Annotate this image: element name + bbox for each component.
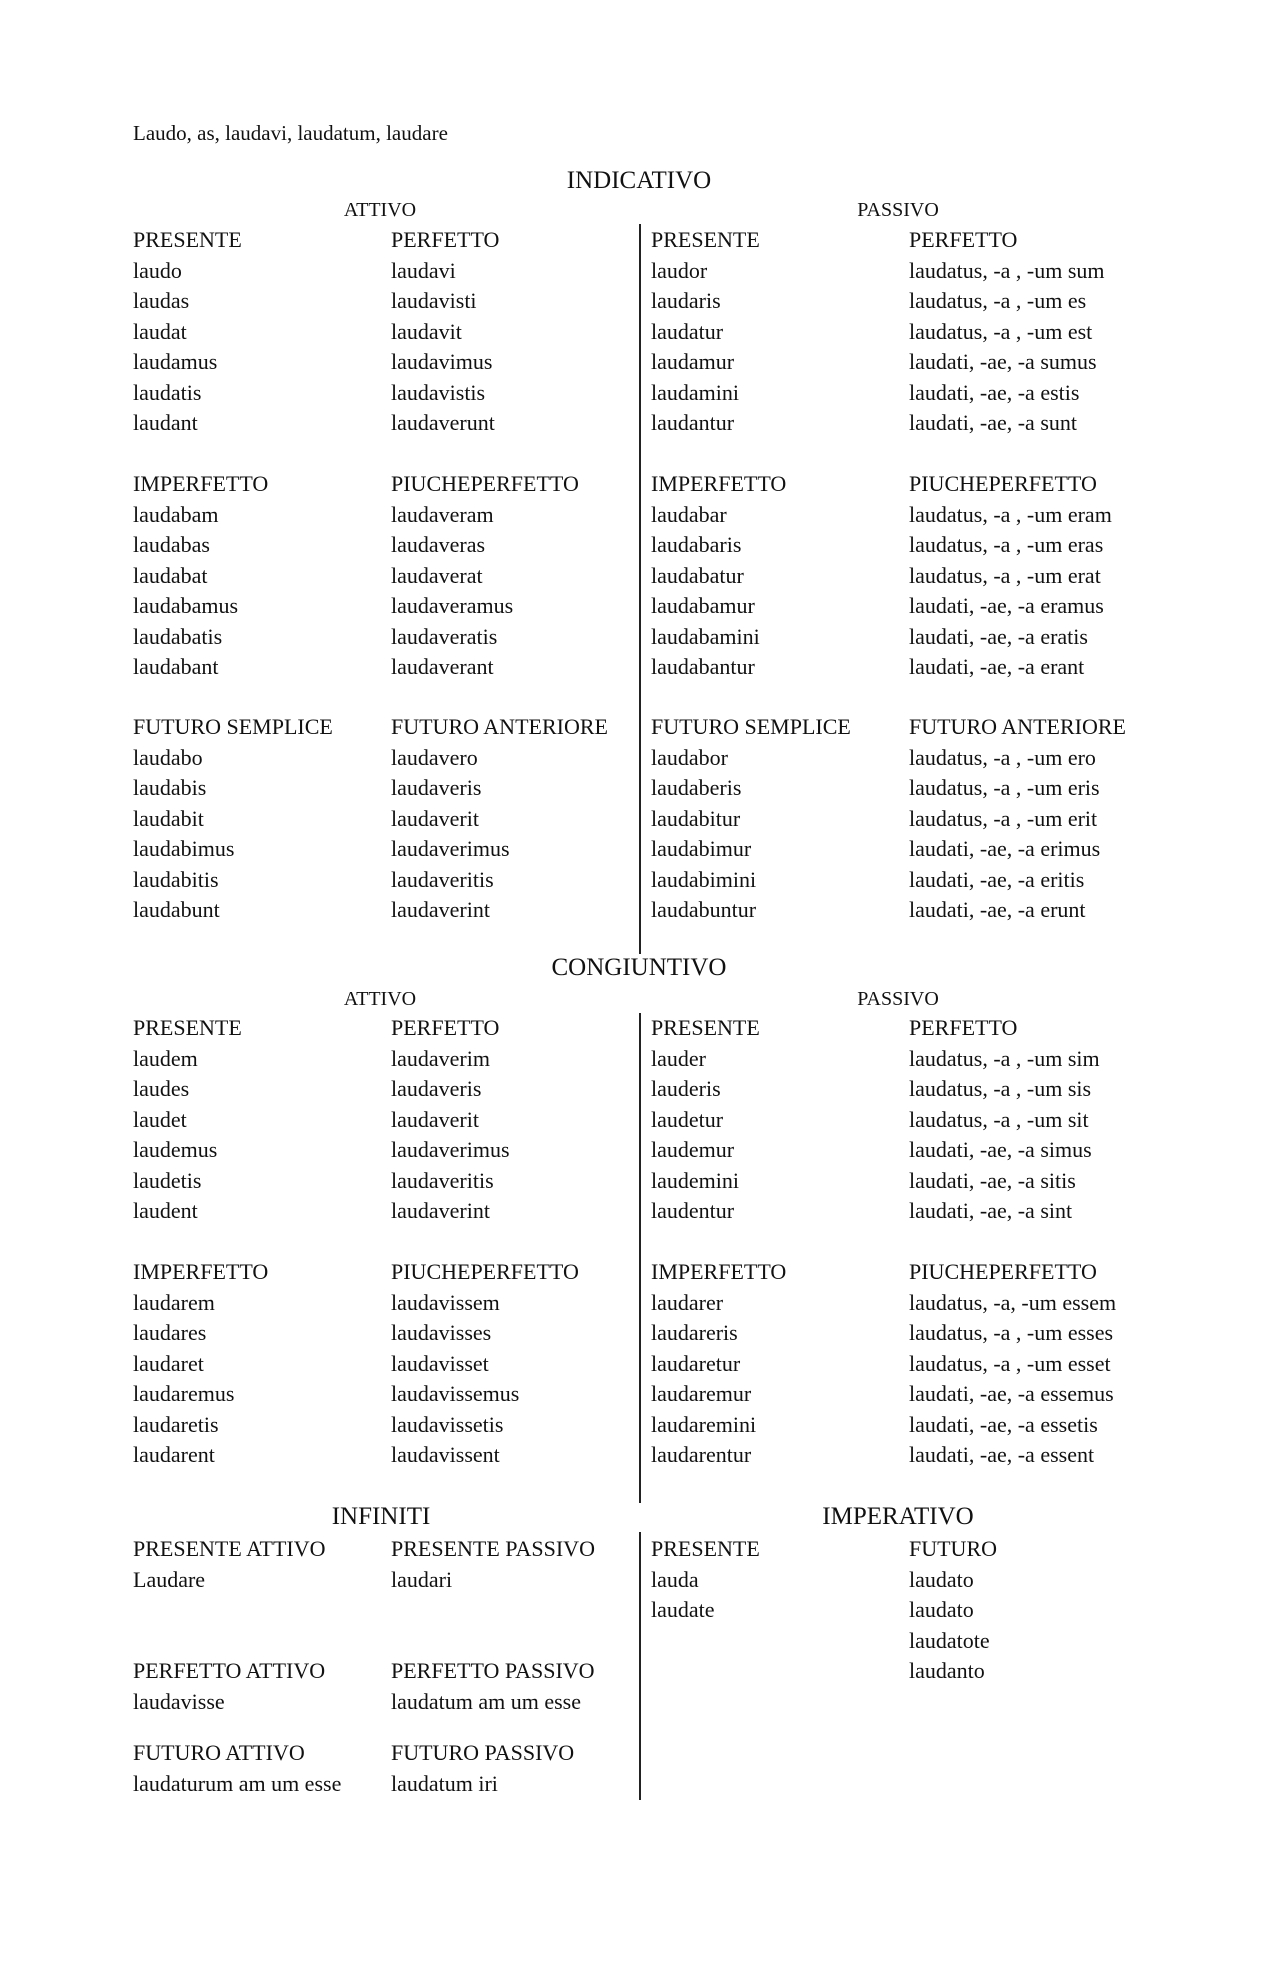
congiuntivo-verb-form: laudareris xyxy=(651,1320,738,1345)
congiuntivo-verb-form: laudaretis xyxy=(133,1412,219,1437)
verb-principal-parts: Laudo, as, laudavi, laudatum, laudare xyxy=(133,121,448,145)
infinito-form: Laudare xyxy=(133,1567,206,1592)
indicativo-verb-form: laudas xyxy=(133,288,190,313)
congiuntivo-verb-form: laudati, -ae, -a essemus xyxy=(909,1381,1114,1406)
indicativo-verb-form: laudaverint xyxy=(391,897,490,922)
indicativo-verb-form: laudabit xyxy=(133,806,204,831)
indicativo-attivo-label: ATTIVO xyxy=(343,199,417,221)
indicativo-verb-form: laudabas xyxy=(133,532,210,557)
infinito-heading: FUTURO ATTIVO xyxy=(133,1740,305,1765)
congiuntivo-verb-form: laudarent xyxy=(133,1442,215,1467)
imperativo-form: laudanto xyxy=(909,1658,985,1683)
indicativo-verb-form: laudati, -ae, -a eramus xyxy=(909,593,1104,618)
indicativo-verb-form: laudatus, -a , -um erit xyxy=(909,806,1098,831)
indicativo-verb-form: laudaverant xyxy=(391,654,494,679)
congiuntivo-verb-form: laudatus, -a , -um sit xyxy=(909,1107,1089,1132)
indicativo-verb-form: laudatus, -a , -um eras xyxy=(909,532,1104,557)
indicativo-verb-form: laudabimini xyxy=(651,867,757,892)
congiuntivo-divider xyxy=(639,1013,641,1503)
indicativo-tense-heading: PIUCHEPERFETTO xyxy=(909,471,1097,496)
indicativo-verb-form: laudavit xyxy=(391,319,462,344)
indicativo-tense-heading: PRESENTE xyxy=(133,227,242,252)
congiuntivo-verb-form: laudati, -ae, -a essent xyxy=(909,1442,1095,1467)
indicativo-verb-form: laudabar xyxy=(651,502,727,527)
infinito-form: laudavisse xyxy=(133,1689,225,1714)
congiuntivo-tense-heading: PRESENTE xyxy=(133,1015,242,1040)
indicativo-verb-form: laudabo xyxy=(133,745,203,770)
indicativo-verb-form: laudabunt xyxy=(133,897,220,922)
congiuntivo-verb-form: laudavissem xyxy=(391,1290,500,1315)
imperativo-heading: IMPERATIVO xyxy=(822,1503,974,1530)
indicativo-verb-form: laudabamus xyxy=(133,593,239,618)
congiuntivo-verb-form: laudavisses xyxy=(391,1320,492,1345)
congiuntivo-verb-form: laudarentur xyxy=(651,1442,752,1467)
indicativo-verb-form: laudabitis xyxy=(133,867,219,892)
infiniti-heading: INFINITI xyxy=(331,1503,431,1530)
congiuntivo-passivo-label: PASSIVO xyxy=(857,988,939,1010)
congiuntivo-tense-heading: PRESENTE xyxy=(651,1015,760,1040)
indicativo-verb-form: laudabamur xyxy=(651,593,755,618)
indicativo-verb-form: laudaverit xyxy=(391,806,479,831)
congiuntivo-verb-form: laudati, -ae, -a essetis xyxy=(909,1412,1098,1437)
indicativo-verb-form: laudaris xyxy=(651,288,721,313)
imperativo-form: laudatote xyxy=(909,1628,990,1653)
congiuntivo-tense-heading: IMPERFETTO xyxy=(651,1259,787,1284)
indicativo-verb-form: laudaveris xyxy=(391,775,482,800)
indicativo-verb-form: laudabantur xyxy=(651,654,755,679)
congiuntivo-tense-heading: PIUCHEPERFETTO xyxy=(391,1259,579,1284)
imperativo-form: laudato xyxy=(909,1597,974,1622)
indicativo-verb-form: laudabis xyxy=(133,775,207,800)
indicativo-verb-form: laudati, -ae, -a estis xyxy=(909,380,1080,405)
congiuntivo-verb-form: laudatus, -a , -um esses xyxy=(909,1320,1114,1345)
infinito-form: laudatum am um esse xyxy=(391,1689,582,1714)
indicativo-verb-form: laudaveramus xyxy=(391,593,514,618)
indicativo-verb-form: laudabam xyxy=(133,502,219,527)
congiuntivo-verb-form: laudaverim xyxy=(391,1046,490,1071)
infinito-form: laudatum iri xyxy=(391,1771,498,1796)
congiuntivo-verb-form: lauder xyxy=(651,1046,706,1071)
congiuntivo-verb-form: laudetur xyxy=(651,1107,724,1132)
indicativo-tense-heading: IMPERFETTO xyxy=(651,471,787,496)
indicativo-verb-form: laudati, -ae, -a eratis xyxy=(909,624,1088,649)
indicativo-verb-form: laudaveritis xyxy=(391,867,494,892)
indicativo-verb-form: laudatur xyxy=(651,319,724,344)
indicativo-verb-form: laudati, -ae, -a erimus xyxy=(909,836,1101,861)
congiuntivo-tense-heading: PIUCHEPERFETTO xyxy=(909,1259,1097,1284)
indicativo-verb-form: laudati, -ae, -a erant xyxy=(909,654,1085,679)
indicativo-verb-form: laudaberis xyxy=(651,775,742,800)
congiuntivo-verb-form: laudarem xyxy=(133,1290,215,1315)
congiuntivo-verb-form: laudati, -ae, -a sint xyxy=(909,1198,1073,1223)
indicativo-verb-form: laudabaris xyxy=(651,532,742,557)
indicativo-verb-form: laudati, -ae, -a sumus xyxy=(909,349,1097,374)
congiuntivo-verb-form: laudaret xyxy=(133,1351,204,1376)
congiuntivo-verb-form: laudaveris xyxy=(391,1076,482,1101)
indicativo-tense-heading: FUTURO ANTERIORE xyxy=(909,714,1126,739)
infiniti-imperativo-divider xyxy=(639,1532,641,1800)
indicativo-verb-form: laudatus, -a , -um sum xyxy=(909,258,1105,283)
imperativo-form: laudato xyxy=(909,1567,974,1592)
infinito-heading: PERFETTO PASSIVO xyxy=(391,1658,595,1683)
indicativo-verb-form: laudati, -ae, -a eritis xyxy=(909,867,1085,892)
indicativo-verb-form: laudavi xyxy=(391,258,456,283)
indicativo-verb-form: laudatus, -a , -um ero xyxy=(909,745,1096,770)
indicativo-verb-form: laudabatur xyxy=(651,563,744,588)
indicativo-verb-form: laudo xyxy=(133,258,182,283)
indicativo-tense-heading: FUTURO SEMPLICE xyxy=(651,714,851,739)
indicativo-divider xyxy=(639,224,641,954)
indicativo-verb-form: laudantur xyxy=(651,410,735,435)
indicativo-tense-heading: PIUCHEPERFETTO xyxy=(391,471,579,496)
congiuntivo-verb-form: laudatus, -a , -um sim xyxy=(909,1046,1100,1071)
indicativo-tense-heading: PRESENTE xyxy=(651,227,760,252)
infinito-heading: PERFETTO ATTIVO xyxy=(133,1658,326,1683)
indicativo-heading: INDICATIVO xyxy=(566,167,712,194)
indicativo-verb-form: laudamur xyxy=(651,349,735,374)
congiuntivo-verb-form: laudatus, -a , -um esset xyxy=(909,1351,1111,1376)
congiuntivo-verb-form: laudentur xyxy=(651,1198,735,1223)
indicativo-verb-form: laudatus, -a , -um erat xyxy=(909,563,1101,588)
indicativo-verb-form: laudabor xyxy=(651,745,728,770)
indicativo-verb-form: laudaverunt xyxy=(391,410,495,435)
indicativo-tense-heading: PERFETTO xyxy=(391,227,500,252)
congiuntivo-tense-heading: PERFETTO xyxy=(909,1015,1018,1040)
congiuntivo-verb-form: laudavissetis xyxy=(391,1412,504,1437)
congiuntivo-verb-form: laudes xyxy=(133,1076,190,1101)
infinito-heading: PRESENTE PASSIVO xyxy=(391,1536,595,1561)
indicativo-verb-form: laudaverimus xyxy=(391,836,510,861)
congiuntivo-verb-form: laudem xyxy=(133,1046,198,1071)
congiuntivo-verb-form: laudatus, -a, -um essem xyxy=(909,1290,1117,1315)
indicativo-verb-form: laudabatis xyxy=(133,624,223,649)
indicativo-verb-form: laudatus, -a , -um eram xyxy=(909,502,1112,527)
congiuntivo-verb-form: laudares xyxy=(133,1320,207,1345)
indicativo-verb-form: laudatus, -a , -um eris xyxy=(909,775,1100,800)
indicativo-verb-form: laudat xyxy=(133,319,187,344)
congiuntivo-verb-form: laudaverimus xyxy=(391,1137,510,1162)
indicativo-passivo-label: PASSIVO xyxy=(857,199,939,221)
congiuntivo-heading: CONGIUNTIVO xyxy=(551,954,727,981)
imperativo-heading-cell: PRESENTE xyxy=(651,1536,760,1561)
congiuntivo-verb-form: laudaverit xyxy=(391,1107,479,1132)
indicativo-verb-form: laudabimus xyxy=(133,836,235,861)
congiuntivo-verb-form: laudet xyxy=(133,1107,187,1132)
indicativo-tense-heading: IMPERFETTO xyxy=(133,471,269,496)
congiuntivo-verb-form: laudaremini xyxy=(651,1412,757,1437)
indicativo-verb-form: laudati, -ae, -a erunt xyxy=(909,897,1086,922)
congiuntivo-verb-form: laudetis xyxy=(133,1168,202,1193)
indicativo-verb-form: laudabuntur xyxy=(651,897,757,922)
indicativo-verb-form: laudor xyxy=(651,258,708,283)
congiuntivo-verb-form: laudemus xyxy=(133,1137,218,1162)
indicativo-verb-form: laudant xyxy=(133,410,198,435)
congiuntivo-verb-form: laudent xyxy=(133,1198,198,1223)
indicativo-verb-form: laudamus xyxy=(133,349,218,374)
infinito-heading: PRESENTE ATTIVO xyxy=(133,1536,326,1561)
indicativo-tense-heading: PERFETTO xyxy=(909,227,1018,252)
congiuntivo-verb-form: laudavissent xyxy=(391,1442,500,1467)
indicativo-verb-form: laudaverat xyxy=(391,563,483,588)
congiuntivo-verb-form: laudaremus xyxy=(133,1381,235,1406)
indicativo-verb-form: laudamini xyxy=(651,380,739,405)
indicativo-verb-form: laudabamini xyxy=(651,624,760,649)
congiuntivo-verb-form: laudarer xyxy=(651,1290,724,1315)
infinito-heading: FUTURO PASSIVO xyxy=(391,1740,575,1765)
indicativo-tense-heading: FUTURO ANTERIORE xyxy=(391,714,608,739)
congiuntivo-verb-form: laudatus, -a , -um sis xyxy=(909,1076,1092,1101)
imperativo-heading-cell: FUTURO xyxy=(909,1536,998,1561)
infinito-form: laudari xyxy=(391,1567,453,1592)
indicativo-verb-form: laudabat xyxy=(133,563,208,588)
imperativo-form: laudate xyxy=(651,1597,715,1622)
congiuntivo-verb-form: laudati, -ae, -a sitis xyxy=(909,1168,1076,1193)
indicativo-verb-form: laudavisti xyxy=(391,288,477,313)
indicativo-verb-form: laudaveram xyxy=(391,502,494,527)
indicativo-verb-form: laudabant xyxy=(133,654,219,679)
indicativo-verb-form: laudavero xyxy=(391,745,478,770)
congiuntivo-verb-form: laudaverint xyxy=(391,1198,490,1223)
indicativo-verb-form: laudavistis xyxy=(391,380,486,405)
congiuntivo-verb-form: laudaveritis xyxy=(391,1168,494,1193)
congiuntivo-verb-form: laudati, -ae, -a simus xyxy=(909,1137,1092,1162)
indicativo-verb-form: laudabimur xyxy=(651,836,752,861)
indicativo-verb-form: laudavimus xyxy=(391,349,493,374)
indicativo-verb-form: laudati, -ae, -a sunt xyxy=(909,410,1077,435)
indicativo-tense-heading: FUTURO SEMPLICE xyxy=(133,714,333,739)
congiuntivo-attivo-label: ATTIVO xyxy=(343,988,417,1010)
congiuntivo-verb-form: laudemini xyxy=(651,1168,739,1193)
indicativo-verb-form: laudatus, -a , -um est xyxy=(909,319,1093,344)
infinito-form: laudaturum am um esse xyxy=(133,1771,342,1796)
indicativo-verb-form: laudatus, -a , -um es xyxy=(909,288,1087,313)
congiuntivo-tense-heading: IMPERFETTO xyxy=(133,1259,269,1284)
congiuntivo-verb-form: laudaremur xyxy=(651,1381,752,1406)
congiuntivo-verb-form: laudavissemus xyxy=(391,1381,520,1406)
congiuntivo-verb-form: laudemur xyxy=(651,1137,735,1162)
indicativo-verb-form: laudaveras xyxy=(391,532,486,557)
congiuntivo-verb-form: laudavisset xyxy=(391,1351,489,1376)
indicativo-verb-form: laudabitur xyxy=(651,806,741,831)
congiuntivo-tense-heading: PERFETTO xyxy=(391,1015,500,1040)
congiuntivo-verb-form: laudaretur xyxy=(651,1351,741,1376)
imperativo-form: lauda xyxy=(651,1567,699,1592)
indicativo-verb-form: laudaveratis xyxy=(391,624,498,649)
congiuntivo-verb-form: lauderis xyxy=(651,1076,721,1101)
indicativo-verb-form: laudatis xyxy=(133,380,202,405)
